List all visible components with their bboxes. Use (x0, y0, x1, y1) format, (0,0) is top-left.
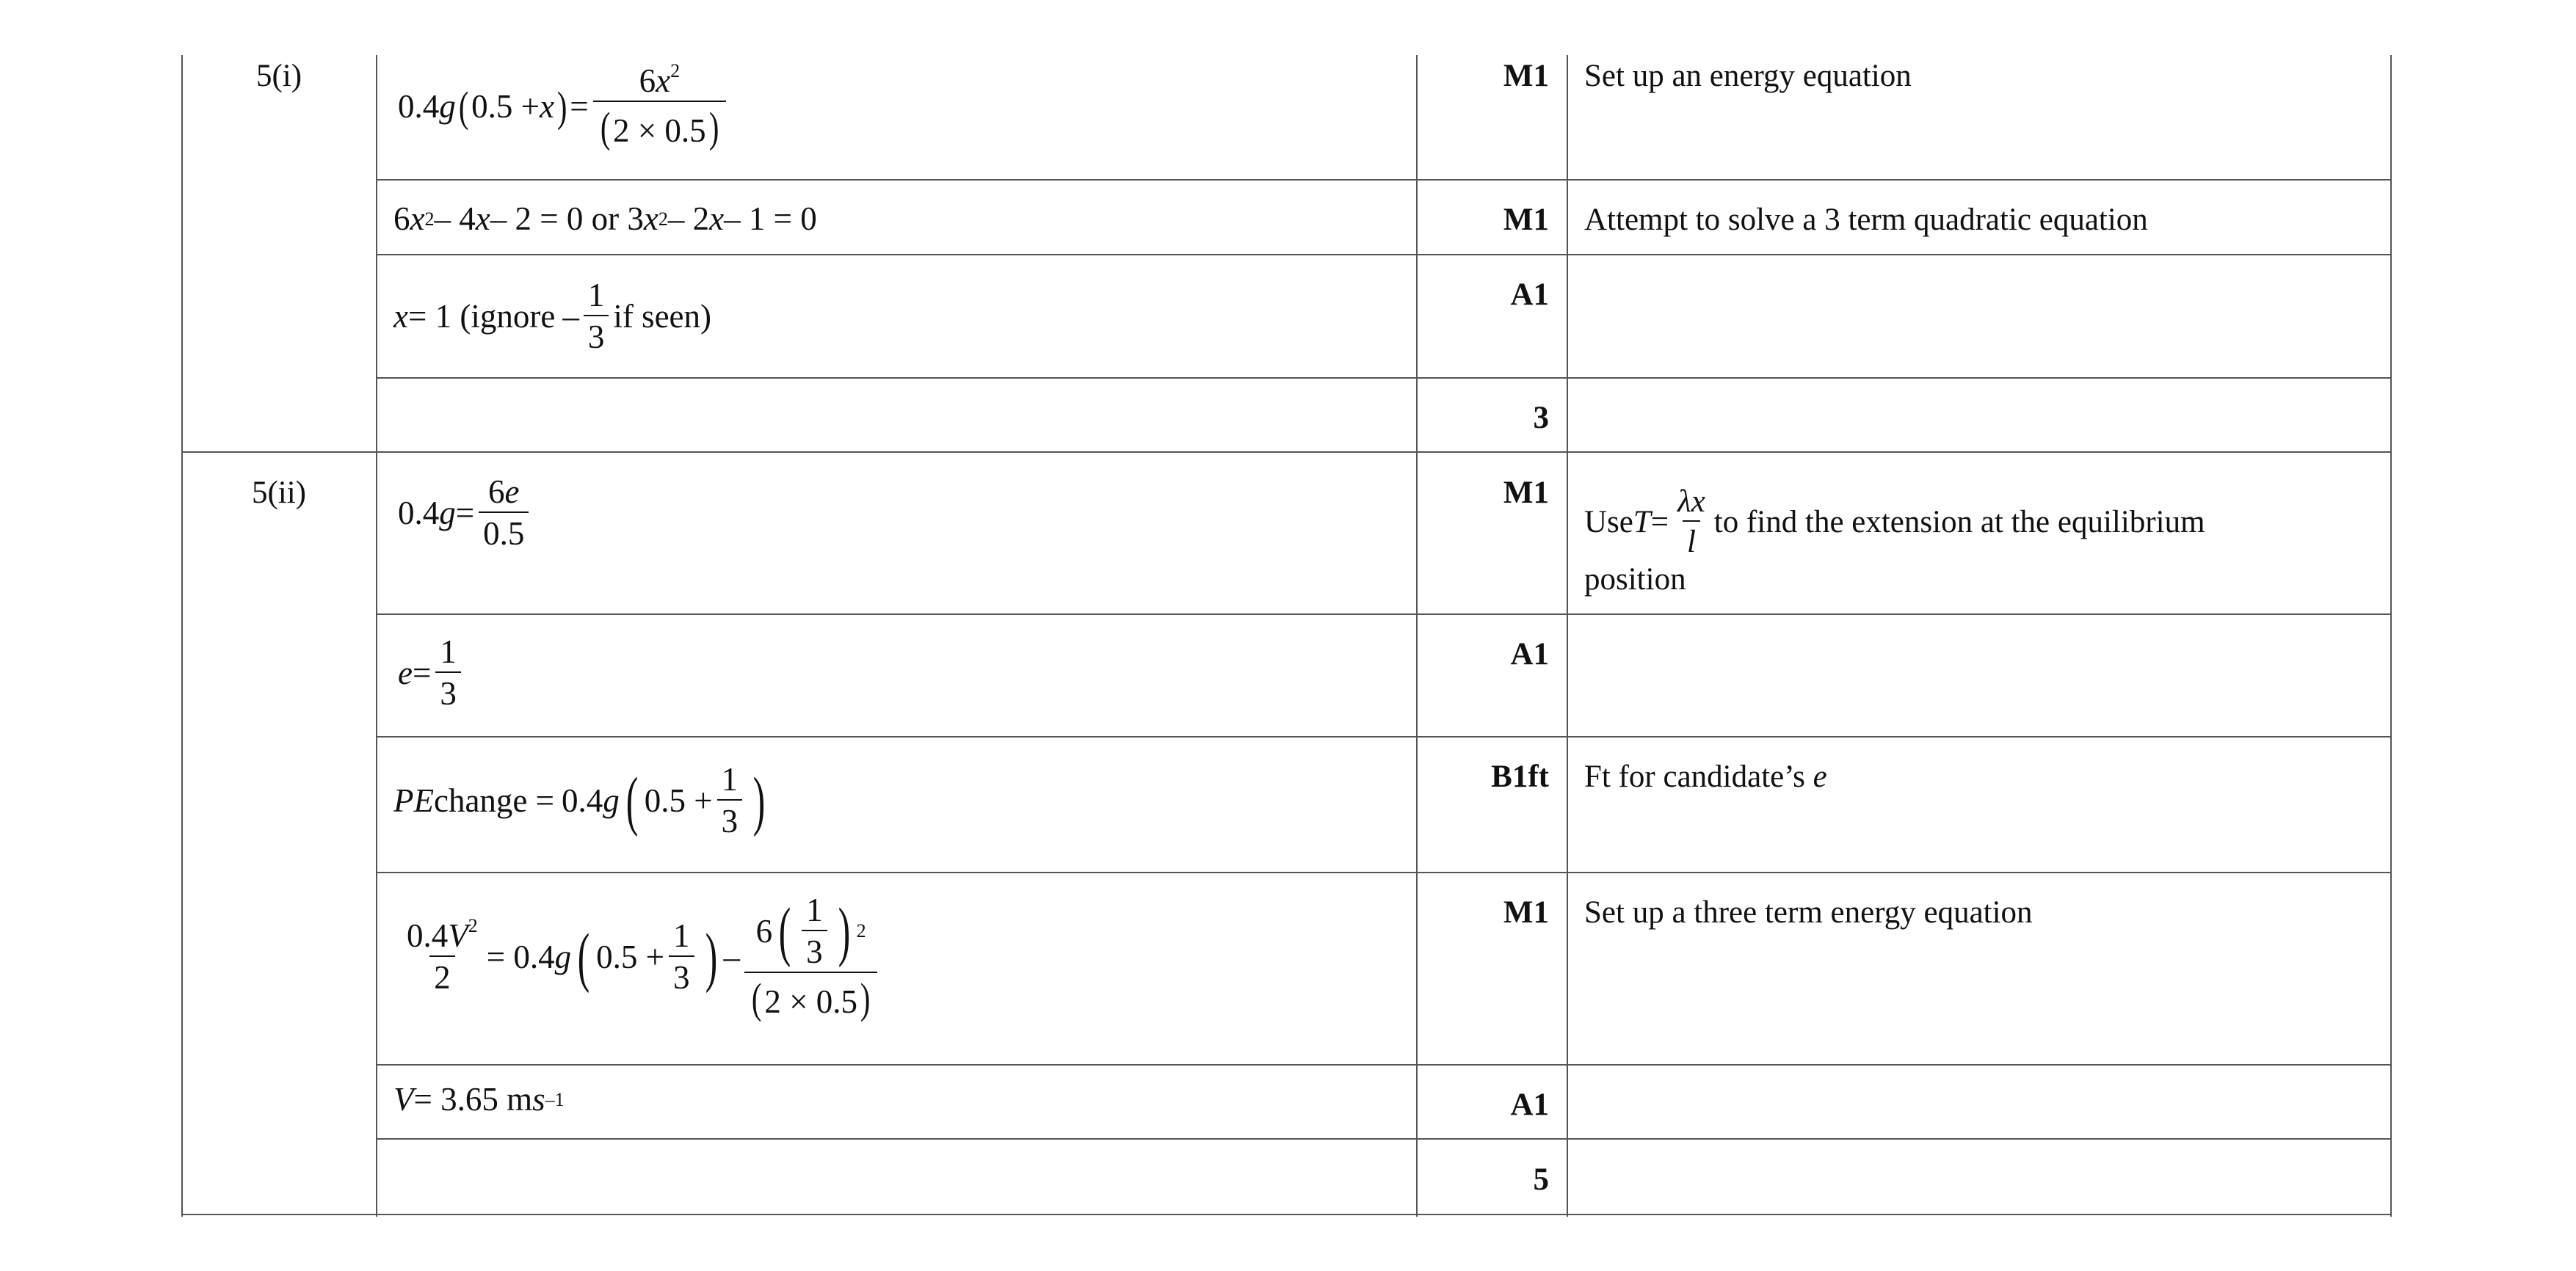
mark-code: M1 (1503, 203, 1549, 237)
fraction: $\frac{1}{3}$ (717, 763, 743, 838)
mark-code: M1 (1503, 59, 1549, 93)
row-divider (376, 872, 2392, 873)
table-right-border (2390, 55, 2392, 1217)
mark-total: 3 (1533, 401, 1549, 435)
table-left-border (181, 55, 183, 1217)
fraction: $\frac{1}{3}$ (669, 919, 694, 994)
question-number: 5(i) (255, 59, 302, 93)
row-divider (376, 1138, 2392, 1140)
guidance-text: Attempt to solve a 3 term quadratic equation (1584, 203, 2148, 237)
mark-code: M1 (1503, 476, 1549, 510)
column-divider-marks (1567, 55, 1568, 1217)
answer-equation: 0.4 g = $\frac{6e}{0.5}$ (398, 476, 533, 550)
row-divider (376, 254, 2392, 255)
mark-code: A1 (1510, 1088, 1549, 1122)
fraction: $\frac{6e}{0.5}$ (479, 476, 529, 550)
row-divider (376, 377, 2392, 379)
answer-equation: e = $\frac{1}{3}$ (398, 636, 465, 710)
row-divider (376, 179, 2392, 181)
answer-equation: x = 1 (ignore – $\frac{1}{3}$ if seen) (393, 277, 711, 355)
row-divider (376, 736, 2392, 738)
column-divider-question (376, 55, 377, 1217)
guidance-text: Use T = $\frac{\lambda x}{l}$ to find the extension at the equilibrium (1584, 484, 2205, 559)
fraction: $\frac{1}{3}$ (584, 279, 609, 354)
guidance-text: position (1584, 562, 1686, 597)
row-divider (376, 613, 2392, 615)
guidance-text: Set up a three term energy equation (1584, 895, 2033, 930)
fraction: 6 ( $\frac{1}{3}$ ) 2 (2 × 0.5) (744, 894, 877, 1020)
fraction: $\frac{\lambda x}{l}$ (1677, 484, 1705, 559)
answer-equation: V = 3.65 m s –1 (393, 1081, 565, 1118)
answer-equation: 0.4 g ( 0.5 + x ) = $\frac{6x^2}{(2 \times 0.5)}$ (398, 65, 730, 149)
fraction: $\frac{1}{3}$ (435, 636, 461, 710)
row-divider (376, 1064, 2392, 1066)
fraction: $\frac{6x^2}{(2 \times 0.5)}$ (593, 65, 726, 149)
fraction: $\frac{1}{3}$ (802, 894, 827, 969)
guidance-text: Ft for candidate’s e (1584, 760, 1827, 794)
fraction: $\frac{0.4V^2}{2}$ (407, 915, 478, 996)
answer-equation: 6 x 2 – 4 x – 2 = 0 or 3 x 2 – 2 x – 1 = 0 (393, 200, 817, 237)
guidance-text: Set up an energy equation (1584, 59, 1912, 93)
question-number: 5(ii) (251, 476, 307, 510)
mark-code: M1 (1503, 895, 1549, 930)
question-divider (181, 451, 2392, 453)
mark-code: A1 (1510, 637, 1549, 671)
table-bottom-border (181, 1214, 2392, 1215)
answer-equation: PE change = 0.4 g ( 0.5 + $\frac{1}{3}$ ) (393, 761, 766, 840)
mark-code: A1 (1510, 277, 1549, 312)
mark-code: B1ft (1491, 760, 1549, 794)
mark-total: 5 (1533, 1162, 1549, 1197)
answer-equation: $\frac{0.4V^2}{2}$ = 0.4 g ( 0.5 + $\frac{1}{3}$ ) – 6 ( $\frac{1}{3}$ ) 2 (2 × 0.5) (398, 894, 882, 1020)
